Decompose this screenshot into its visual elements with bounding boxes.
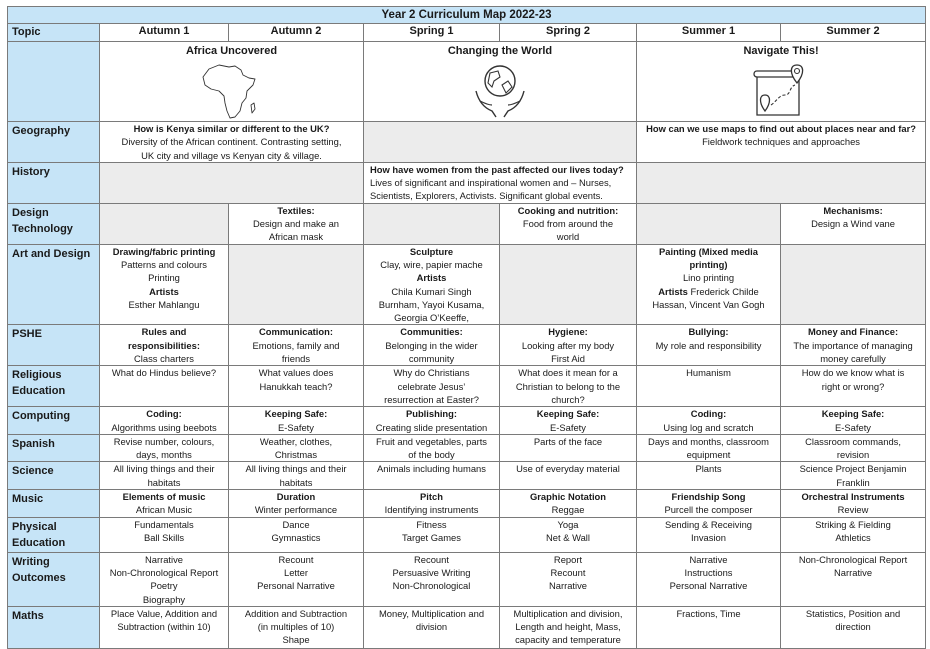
cell-text: Narrative: [144, 553, 184, 565]
cell-text: UK city and village vs Kenyan city & village.: [141, 149, 322, 161]
term-header-autumn-1: Autumn 1: [100, 24, 229, 42]
subject-label-geography: Geography: [8, 122, 100, 163]
cell-text: revision: [836, 449, 870, 461]
dt-autumn1-empty: [100, 203, 229, 244]
subject-label-history: History: [8, 162, 100, 203]
pshe-autumn2: [229, 325, 364, 366]
computing-summer2: [781, 407, 926, 435]
cell-text: right or wrong?: [821, 380, 885, 392]
re-summer1: [637, 366, 781, 407]
art-spring1: [364, 244, 500, 325]
writing-autumn2: [229, 552, 364, 606]
cell-text: Animals including humans: [377, 463, 486, 475]
re-summer2: [781, 366, 926, 407]
cell-heading: Cooking and nutrition:: [517, 204, 619, 216]
cell-text: Fundamentals: [134, 518, 194, 530]
cell-heading: Money and Finance:: [807, 326, 899, 338]
cell-text: Letter: [284, 566, 308, 578]
cell-text: direction: [835, 621, 871, 633]
cell-text: Personal Narrative: [669, 580, 748, 592]
re-spring2: [500, 366, 637, 407]
art-spring2-empty: [500, 244, 637, 325]
cell-text: Non-Chronological: [392, 580, 471, 592]
cell-text: Gymnastics: [271, 531, 321, 543]
subject-label-design-technology: Design Technology: [8, 203, 100, 244]
re-autumn2: [229, 366, 364, 407]
term-header-spring-1: Spring 1: [364, 24, 500, 42]
pshe-spring2: [500, 325, 637, 366]
cell-heading: Keeping Safe:: [821, 408, 885, 420]
pe-summer1: [637, 517, 781, 552]
cell-text: What does it mean for a: [518, 367, 618, 379]
cell-text: Sending & Receiving: [664, 518, 753, 530]
topic-name: Africa Uncovered: [185, 45, 278, 57]
cell-text: Narrative: [548, 580, 588, 592]
spanish-summer2: [781, 434, 926, 462]
cell-text: Fieldwork techniques and approaches: [702, 136, 860, 148]
cell-text: Clay, wire, papier mache: [380, 258, 483, 270]
science-spring1: [364, 462, 500, 490]
cell-text: habitats: [279, 476, 313, 488]
cell-text: Winter performance: [254, 504, 338, 516]
topic-name: Changing the World: [447, 45, 553, 57]
cell-text: Dance: [282, 518, 310, 530]
history-summer-empty: [637, 162, 926, 203]
computing-spring1: [364, 407, 500, 435]
term-header-spring-2: Spring 2: [500, 24, 637, 42]
cell-heading: Friendship Song: [671, 491, 746, 503]
cell-text: Target Games: [402, 531, 461, 543]
music-autumn1: [100, 490, 229, 518]
cell-text: Non-Chronological Report: [798, 553, 908, 565]
cell-heading: Orchestral Instruments: [801, 491, 905, 503]
cell-text: Humanism: [686, 367, 731, 379]
cell-text: What values does: [258, 367, 334, 379]
cell-heading: Keeping Safe:: [536, 408, 600, 420]
music-spring2: [500, 490, 637, 518]
dt-summer1-empty: [637, 203, 781, 244]
cell-heading: Graphic Notation: [529, 491, 607, 503]
art-summer2-empty: [781, 244, 926, 325]
cell-text: Net & Wall: [546, 531, 590, 543]
cell-text: Narrative: [834, 566, 873, 578]
pshe-summer2: [781, 325, 926, 366]
science-autumn1: [100, 462, 229, 490]
cell-heading: Coding:: [146, 408, 182, 420]
cell-text: Identifying instruments: [384, 504, 479, 516]
cell-text: First Aid: [551, 353, 585, 365]
cell-text: Athletics: [835, 531, 871, 543]
science-autumn2: [229, 462, 364, 490]
pe-spring1: [364, 517, 500, 552]
dt-summer2: [781, 203, 926, 244]
cell-text: Review: [837, 504, 869, 516]
artists-label: Artists: [149, 285, 179, 297]
cell-text: Printing: [148, 272, 180, 284]
computing-autumn2: [229, 407, 364, 435]
artists-label: Artists: [416, 272, 447, 284]
cell-text: Plants: [695, 463, 722, 475]
art-autumn1: [100, 244, 229, 325]
topic-icons-label: [8, 42, 100, 122]
cell-text: Invasion: [691, 531, 726, 543]
term-header-autumn-2: Autumn 2: [229, 24, 364, 42]
cell-text: Narrative: [689, 553, 728, 565]
dt-spring2: [500, 203, 637, 244]
cell-heading: Painting (Mixed media: [659, 245, 758, 257]
cell-text: Frederick Childe: [690, 285, 759, 297]
subject-label-science: Science: [8, 462, 100, 490]
cell-text: Shape: [282, 634, 310, 646]
cell-text: Reggae: [551, 504, 585, 516]
cell-text: days, months: [136, 449, 192, 461]
cell-text: Multiplication and division,: [513, 607, 623, 619]
cell-heading: How have women from the past affected our lives today?: [370, 163, 624, 175]
topic-africa-uncovered: [100, 42, 364, 122]
cell-heading: Keeping Safe:: [264, 408, 328, 420]
computing-spring2: [500, 407, 637, 435]
cell-heading: responsibilities:: [128, 339, 200, 351]
cell-heading: Communities:: [400, 326, 463, 338]
geography-spring-empty: [364, 122, 637, 163]
cell-text: Georgia O’Keeffe,: [394, 312, 469, 324]
cell-text: Esther Mahlangu: [128, 298, 200, 310]
science-summer1: [637, 462, 781, 490]
cell-text: celebrate Jesus’: [397, 380, 466, 392]
map-title: Year 2 Curriculum Map 2022-23: [8, 7, 926, 24]
computing-autumn1: [100, 407, 229, 435]
subject-label-writing-outcomes: Writing Outcomes: [8, 552, 100, 606]
cell-heading: Elements of music: [122, 491, 206, 503]
cell-text: Algorithms using beebots: [111, 421, 217, 433]
cell-text: Yoga: [557, 518, 579, 530]
topic-name: Navigate This!: [743, 45, 819, 57]
cell-text: Classroom commands,: [805, 435, 901, 447]
cell-text: Fruit and vegetables, parts: [376, 435, 487, 447]
subject-label-pshe: PSHE: [8, 325, 100, 366]
cell-text: Subtraction (within 10): [117, 621, 211, 633]
cell-heading: Bullying:: [688, 326, 729, 338]
pshe-summer1: [637, 325, 781, 366]
pshe-spring1: [364, 325, 500, 366]
writing-summer2: [781, 552, 926, 606]
dt-autumn2: [229, 203, 364, 244]
artists-label: Artists: [658, 285, 688, 297]
cell-text: What do Hindus believe?: [111, 367, 217, 379]
cell-text: Days and months, classroom: [648, 435, 769, 447]
subject-label-music: Music: [8, 490, 100, 518]
geography-summer: [637, 122, 926, 163]
cell-text: Biography: [142, 593, 186, 605]
cell-heading: Hygiene:: [548, 326, 588, 338]
cell-heading: Duration: [276, 491, 316, 503]
cell-text: E-Safety: [835, 421, 871, 433]
cell-text: Weather, clothes,: [259, 435, 333, 447]
cell-text: Instructions: [684, 566, 733, 578]
writing-spring2: [500, 552, 637, 606]
music-summer1: [637, 490, 781, 518]
topic-changing-the-world: [364, 42, 637, 122]
cell-text: Report: [553, 553, 583, 565]
cell-text: Looking after my body: [521, 339, 615, 351]
re-spring1: [364, 366, 500, 407]
cell-text: (in multiples of 10): [257, 621, 335, 633]
cell-heading: Drawing/fabric printing: [112, 245, 216, 257]
cell-text: Design and make an: [253, 218, 339, 230]
cell-text: Recount: [550, 566, 586, 578]
subject-label-maths: Maths: [8, 606, 100, 648]
cell-text: Lino printing: [682, 272, 735, 284]
pe-autumn1: [100, 517, 229, 552]
re-autumn1: [100, 366, 229, 407]
subject-label-art: Art and Design: [8, 244, 100, 325]
cell-text: How do we know what is: [801, 367, 905, 379]
cell-text: African mask: [268, 231, 324, 243]
cell-text: world: [556, 231, 580, 243]
cell-text: Christmas: [274, 449, 318, 461]
cell-text: All living things and their: [245, 463, 347, 475]
cell-text: Lives of significant and inspirational women and – Nurses,: [370, 177, 612, 189]
subject-label-spanish: Spanish: [8, 434, 100, 462]
cell-text: Design a Wind vane: [811, 218, 895, 230]
cell-text: Hassan, Vincent Van Gogh: [652, 298, 765, 310]
cell-text: Recount: [278, 553, 314, 565]
spanish-spring1: [364, 434, 500, 462]
cell-text: Patterns and colours: [121, 258, 207, 270]
subject-label-religious-education: Religious Education: [8, 366, 100, 407]
cell-text: Poetry: [150, 580, 178, 592]
term-header-summer-2: Summer 2: [781, 24, 926, 42]
cell-text: Why do Christians: [393, 367, 470, 379]
spanish-autumn2: [229, 434, 364, 462]
cell-text: resurrection at Easter?: [384, 393, 479, 405]
cell-text: Parts of the face: [533, 435, 603, 447]
music-summer2: [781, 490, 926, 518]
dt-spring1-empty: [364, 203, 500, 244]
science-summer2: [781, 462, 926, 490]
treasure-map-icon: [749, 61, 813, 121]
cell-heading: Communication:: [259, 326, 333, 338]
cell-text: E-Safety: [278, 421, 314, 433]
cell-text: Emotions, family and: [252, 339, 340, 351]
cell-text: Class charters: [134, 353, 194, 365]
cell-heading: How can we use maps to find out about places near and far?: [646, 123, 916, 134]
cell-text: All living things and their: [113, 463, 215, 475]
cell-heading: Mechanisms:: [823, 204, 883, 216]
writing-summer1: [637, 552, 781, 606]
cell-text: Statistics, Position and: [805, 607, 901, 619]
cell-text: Purcell the composer: [664, 504, 753, 516]
cell-text: Fitness: [416, 518, 447, 530]
cell-heading: Pitch: [420, 491, 443, 503]
cell-heading: Textiles:: [277, 204, 315, 216]
cell-text: habitats: [147, 476, 181, 488]
cell-text: Food from around the: [522, 218, 614, 230]
cell-text: Money, Multiplication and: [378, 607, 485, 619]
africa-map-icon: [197, 61, 267, 121]
cell-text: Addition and Subtraction: [244, 607, 348, 619]
cell-text: Place Value, Addition and: [110, 607, 218, 619]
pe-summer2: [781, 517, 926, 552]
subject-label-physical-education: Physical Education: [8, 517, 100, 552]
cell-text: Hanukkah teach?: [259, 380, 333, 392]
topic-label: Topic: [8, 24, 100, 42]
spanish-spring2: [500, 434, 637, 462]
subject-label-computing: Computing: [8, 407, 100, 435]
curriculum-table: [7, 6, 926, 649]
writing-spring1: [364, 552, 500, 606]
cell-text: money carefully: [820, 353, 886, 365]
cell-text: community: [408, 353, 455, 365]
pshe-autumn1: [100, 325, 229, 366]
geography-autumn: [100, 122, 364, 163]
cell-text: Using log and scratch: [663, 421, 754, 433]
history-spring: [364, 162, 637, 203]
cell-text: Belonging in the wider: [385, 339, 478, 351]
cell-heading: How is Kenya similar or different to the UK?: [133, 123, 330, 134]
spanish-autumn1: [100, 434, 229, 462]
cell-text: Striking & Fielding: [815, 518, 891, 530]
cell-text: Scientists, Explorers, Activists. Significant global events.: [370, 190, 603, 202]
cell-heading: Rules and: [141, 326, 187, 338]
art-summer1: [637, 244, 781, 325]
curriculum-map: [7, 6, 926, 649]
term-header-summer-1: Summer 1: [637, 24, 781, 42]
pe-autumn2: [229, 517, 364, 552]
cell-text: Creating slide presentation: [375, 421, 488, 433]
cell-text: capacity and temperature: [515, 634, 621, 646]
cell-text: Persuasive Writing: [392, 566, 471, 578]
cell-text: [640, 285, 777, 298]
cell-text: Christian to belong to the: [515, 380, 621, 392]
art-autumn2-empty: [229, 244, 364, 325]
history-autumn-empty: [100, 162, 364, 203]
cell-text: Non-Chronological Report: [109, 566, 219, 578]
cell-text: Ball Skills: [143, 531, 185, 543]
cell-text: Fractions, Time: [676, 607, 741, 619]
cell-text: Revise number, colours,: [113, 435, 215, 447]
cell-text: Recount: [414, 553, 449, 565]
cell-text: E-Safety: [550, 421, 586, 433]
music-autumn2: [229, 490, 364, 518]
cell-text: Use of everyday material: [516, 463, 620, 475]
cell-text: Science Project Benjamin: [799, 463, 907, 475]
cell-text: Personal Narrative: [257, 580, 335, 592]
cell-text: of the body: [408, 449, 455, 461]
cell-text: My role and responsibility: [655, 339, 762, 351]
spanish-summer1: [637, 434, 781, 462]
cell-text: division: [415, 621, 448, 633]
cell-text: Burnham, Yayoi Kusama,: [378, 298, 485, 310]
writing-autumn1: [100, 552, 229, 606]
cell-text: The importance of managing: [793, 339, 913, 351]
cell-text: Diversity of the African continent. Contrasting setting,: [121, 136, 342, 148]
cell-heading: Coding:: [690, 408, 727, 420]
cell-text: friends: [281, 353, 311, 365]
pe-spring2: [500, 517, 637, 552]
topic-navigate-this: [637, 42, 926, 122]
science-spring2: [500, 462, 637, 490]
cell-heading: Publishing:: [405, 408, 458, 420]
cell-text: African Music: [135, 504, 193, 516]
cell-text: Length and height, Mass,: [515, 621, 621, 633]
cell-heading: printing): [689, 258, 728, 270]
computing-summer1: [637, 407, 781, 435]
cell-text: equipment: [686, 449, 731, 461]
cell-text: Franklin: [836, 476, 870, 488]
music-spring1: [364, 490, 500, 518]
globe-hands-icon: [470, 61, 530, 121]
cell-text: church?: [551, 393, 585, 405]
cell-text: Chila Kumari Singh: [391, 285, 472, 297]
cell-heading: Sculpture: [409, 245, 454, 257]
